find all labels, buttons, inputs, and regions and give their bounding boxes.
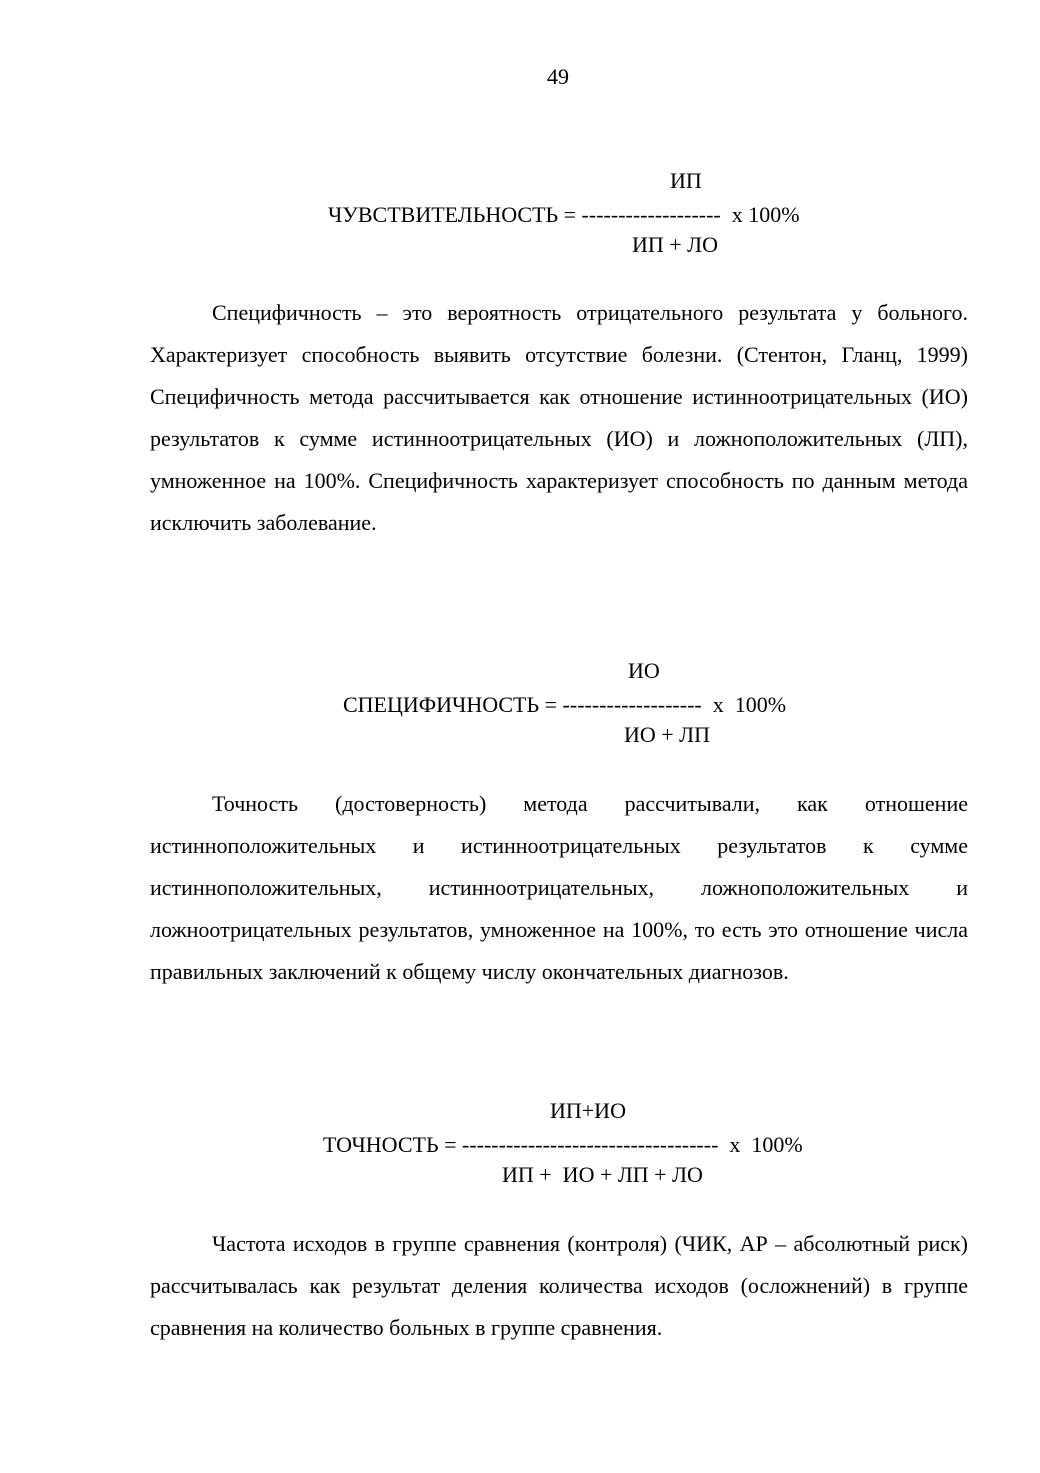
page-number: 49 — [547, 64, 569, 89]
specificity-numerator: ИО — [628, 658, 660, 683]
accuracy-formula-line: ТОЧНОСТЬ = ----------------------------------- х 100% — [323, 1132, 803, 1157]
accuracy-paragraph: Точность (достоверность) метода рассчитывали, как отношение истинноположительных и истинноотрицательных результатов к сумме истинноположительных, истинноотрицательных, ложноположительных и ложноотрицательных результатов, умноженное на 100%, то есть это отношение числа правильных заключений к общему числу окончательных диагнозов. — [150, 791, 968, 984]
specificity-denominator: ИО + ЛП — [624, 722, 710, 747]
specificity-formula-line: СПЕЦИФИЧНОСТЬ = ------------------- х 100% — [343, 692, 787, 717]
control-frequency-paragraph: Частота исходов в группе сравнения (контроля) (ЧИК, АР – абсолютный риск) рассчитывалась как результат деления количества исходов (осложнений) в группе сравнения на количество больных в группе сравнения. — [150, 1231, 968, 1340]
sensitivity-formula-line: ЧУВСТВИТЕЛЬНОСТЬ = ------------------- х 100% — [328, 202, 800, 227]
sensitivity-denominator: ИП + ЛО — [632, 232, 718, 257]
accuracy-denominator: ИП + ИО + ЛП + ЛО — [502, 1162, 703, 1187]
sensitivity-numerator: ИП — [670, 168, 702, 193]
specificity-paragraph: Специфичность – это вероятность отрицательного результата у больного. Характеризует способность выявить отсутствие болезни. (Стентон, Гланц, 1999) Специфичность метода рассчитывается как отношение истинноотрицательных (ИО) результатов к сумме истинноотрицательных (ИО) и ложноположительных (ЛП), умноженное на 100%. Специфичность характеризует способность по данным метода исключить заболевание. — [150, 300, 968, 535]
accuracy-numerator: ИП+ИО — [550, 1098, 626, 1123]
